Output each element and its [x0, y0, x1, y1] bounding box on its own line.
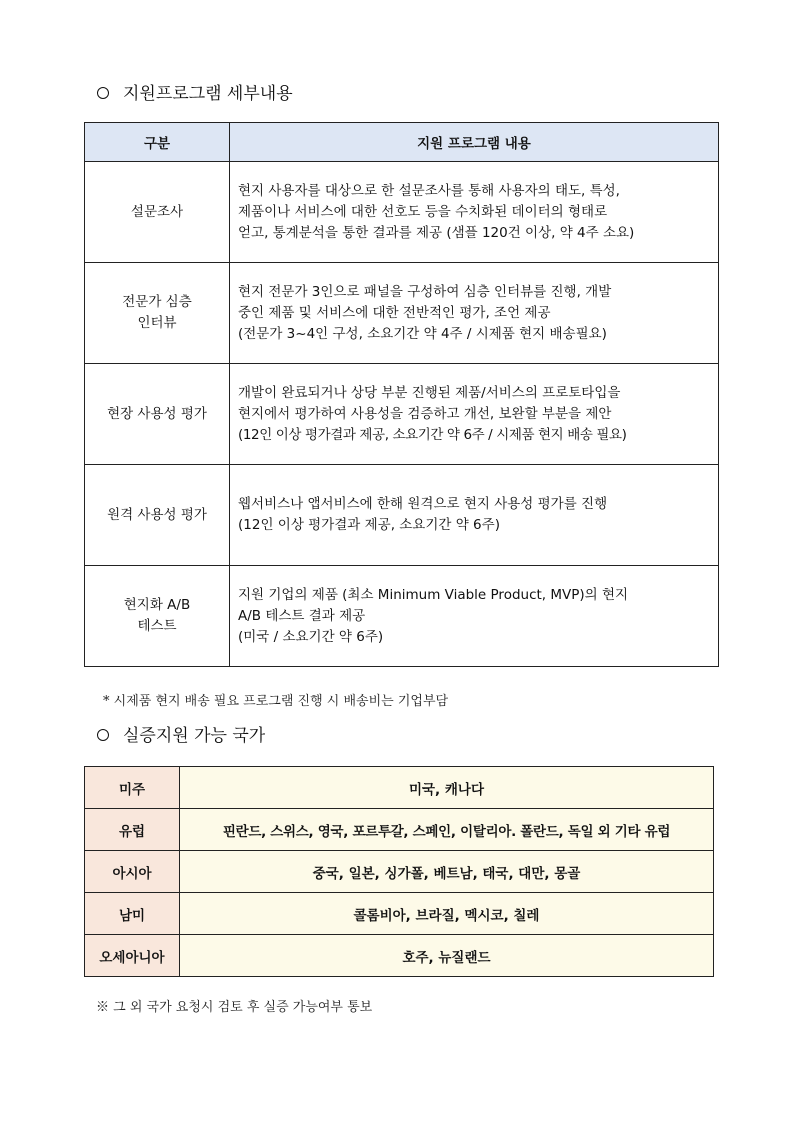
supported-countries-table	[84, 766, 714, 977]
row-category	[85, 465, 230, 566]
section-heading-program-details	[97, 84, 293, 104]
table-row	[85, 465, 719, 566]
table-row	[85, 162, 719, 263]
region-cell: 남미	[85, 893, 180, 935]
description-line: 얻고, 통계분석을 통한 결과를 제공 (샘플 120건 이상, 약 4주 소요)	[238, 224, 635, 241]
row-category	[85, 566, 230, 667]
table-row	[85, 809, 714, 851]
table-row	[85, 566, 719, 667]
category-text: 설문조사	[130, 203, 184, 220]
row-category	[85, 364, 230, 465]
column-header-content: 지원 프로그램 내용	[230, 123, 719, 162]
region-cell: 오세아니아	[85, 935, 180, 977]
countries-cell: 중국, 일본, 싱가폴, 베트남, 태국, 대만, 몽골	[180, 851, 714, 893]
other-countries-note: ※ 그 외 국가 요청시 검토 후 실증 가능여부 통보	[96, 1000, 373, 1015]
row-category	[85, 162, 230, 263]
category-text: 원격 사용성 평가	[107, 506, 207, 523]
shipping-cost-note: * 시제품 현지 배송 필요 프로그램 진행 시 배송비는 기업부담	[103, 694, 449, 709]
description-line: A/B 테스트 결과 제공	[238, 607, 366, 624]
column-header-category: 구분	[85, 123, 230, 162]
countries-cell: 핀란드, 스위스, 영국, 포르투갈, 스페인, 이탈리아. 폴란드, 독일 외 기타 유럽	[180, 809, 714, 851]
section-heading-supported-countries	[97, 726, 265, 746]
row-description	[230, 263, 719, 364]
countries-cell: 미국, 캐나다	[180, 767, 714, 809]
region-cell: 미주	[85, 767, 180, 809]
table-row	[85, 767, 714, 809]
program-details-table	[84, 122, 719, 667]
row-description	[230, 465, 719, 566]
row-description	[230, 364, 719, 465]
table-row	[85, 364, 719, 465]
region-cell: 아시아	[85, 851, 180, 893]
description-line: 중인 제품 및 서비스에 대한 전반적인 평가, 조언 제공	[238, 304, 551, 321]
category-text: 현지화 A/B	[123, 597, 191, 613]
section-title: 지원프로그램 세부내용	[123, 84, 293, 104]
description-line: 웹서비스나 앱서비스에 한해 원격으로 현지 사용성 평가를 진행	[238, 496, 608, 512]
category-text: 인터뷰	[137, 315, 177, 331]
description-line: (12인 이상 평가결과 제공, 소요기간 약 6주)	[238, 517, 500, 533]
table-header-row	[85, 123, 719, 162]
table-row	[85, 851, 714, 893]
countries-cell: 콜롬비아, 브라질, 멕시코, 칠레	[180, 893, 714, 935]
table-row	[85, 263, 719, 364]
region-cell: 유럽	[85, 809, 180, 851]
circle-bullet-icon	[97, 87, 109, 99]
row-category	[85, 263, 230, 364]
description-line: 지원 기업의 제품 (최소 Minimum Viable Product, MVP)의 현지	[238, 586, 629, 603]
section-title: 실증지원 가능 국가	[123, 726, 266, 746]
description-line: (전문가 3~4인 구성, 소요기간 약 4주 / 시제품 현지 배송필요)	[238, 325, 607, 342]
table-row	[85, 935, 714, 977]
description-line: (미국 / 소요기간 약 6주)	[238, 628, 384, 645]
row-description	[230, 566, 719, 667]
description-line: 현지에서 평가하여 사용성을 검증하고 개선, 보완할 부분을 제안	[238, 405, 612, 422]
table-row	[85, 893, 714, 935]
category-text: 테스트	[137, 618, 177, 634]
category-text: 전문가 심층	[122, 294, 192, 310]
row-description	[230, 162, 719, 263]
circle-bullet-icon	[97, 729, 109, 741]
description-line: 개발이 완료되거나 상당 부분 진행된 제품/서비스의 프로토타입을	[238, 384, 621, 401]
description-line: (12인 이상 평가결과 제공, 소요기간 약 6주 / 시제품 현지 배송 필요)	[238, 426, 627, 443]
description-line: 현지 전문가 3인으로 패널을 구성하여 심층 인터뷰를 진행, 개발	[238, 283, 612, 300]
description-line: 현지 사용자를 대상으로 한 설문조사를 통해 사용자의 태도, 특성,	[238, 182, 620, 199]
countries-cell: 호주, 뉴질랜드	[180, 935, 714, 977]
description-line: 제품이나 서비스에 대한 선호도 등을 수치화된 데이터의 형태로	[238, 203, 608, 220]
category-text: 현장 사용성 평가	[107, 405, 207, 422]
